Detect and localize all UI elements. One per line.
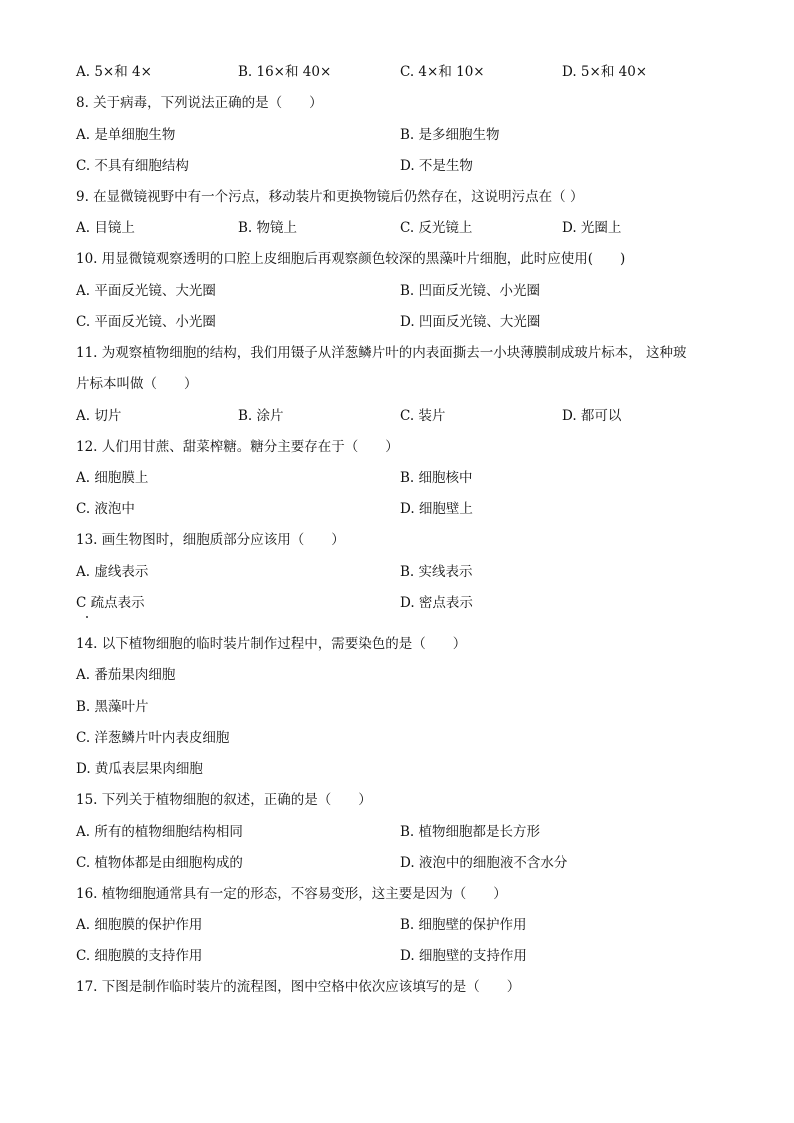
q9-stem: 9. 在显微镜视野中有一个污点，移动装片和更换物镜后仍然存在，这说明污点在（ ） — [76, 189, 584, 205]
q14-option-b: B. 黑藻叶片 — [76, 699, 149, 715]
q13-stem: 13. 画生物图时，细胞质部分应该用（ ） — [76, 532, 345, 548]
q13-option-b: B. 实线表示 — [400, 564, 473, 580]
q7-option-b: B. 16×和 40× — [238, 64, 332, 80]
q14-stem: 14. 以下植物细胞的临时装片制作过程中，需要染色的是（ ） — [76, 636, 467, 652]
q13-option-c: C 疏点表示 — [76, 595, 145, 611]
q17-stem: 17. 下图是制作临时装片的流程图，图中空格中依次应该填写的是（ ） — [76, 979, 521, 995]
q16-option-a: A. 细胞膜的保护作用 — [76, 917, 203, 933]
q10-option-a: A. 平面反光镜、大光圈 — [76, 283, 216, 299]
q9-option-c: C. 反光镜上 — [400, 220, 473, 236]
q12-option-a: A. 细胞膜上 — [76, 470, 149, 486]
q10-option-c: C. 平面反光镜、小光圈 — [76, 314, 216, 330]
q15-option-c: C. 植物体都是由细胞构成的 — [76, 855, 243, 871]
q7-option-a: A. 5×和 4× — [76, 64, 152, 80]
q11-stem-line2: 片标本叫做（ ） — [76, 376, 198, 392]
q8-option-d: D. 不是生物 — [400, 158, 473, 174]
q13-option-d: D. 密点表示 — [400, 595, 473, 611]
q9-option-b: B. 物镜上 — [238, 220, 298, 236]
q10-option-b: B. 凹面反光镜、小光圈 — [400, 283, 541, 299]
q12-option-b: B. 细胞核中 — [400, 470, 473, 486]
q8-stem: 8. 关于病毒，下列说法正确的是（ ） — [76, 95, 323, 111]
q9-option-d: D. 光圈上 — [562, 220, 622, 236]
q10-stem: 10. 用显微镜观察透明的口腔上皮细胞后再观察颜色较深的黑藻叶片细胞，此时应使用( ) — [76, 251, 626, 267]
q11-option-d: D. 都可以 — [562, 408, 622, 424]
q15-option-d: D. 液泡中的细胞液不含水分 — [400, 855, 568, 871]
q13-option-a: A. 虚线表示 — [76, 564, 149, 580]
q16-option-b: B. 细胞壁的保护作用 — [400, 917, 527, 933]
q15-option-a: A. 所有的植物细胞结构相同 — [76, 824, 243, 840]
q7-option-d: D. 5×和 40× — [562, 64, 648, 80]
q12-option-c: C. 液泡中 — [76, 501, 135, 517]
q15-option-b: B. 植物细胞都是长方形 — [400, 824, 541, 840]
q14-option-a: A. 番茄果肉细胞 — [76, 667, 176, 683]
q8-option-b: B. 是多细胞生物 — [400, 127, 500, 143]
q7-option-c: C. 4×和 10× — [400, 64, 485, 80]
q12-option-d: D. 细胞壁上 — [400, 501, 473, 517]
q14-option-c: C. 洋葱鳞片叶内表皮细胞 — [76, 730, 230, 746]
q15-stem: 15. 下列关于植物细胞的叙述，正确的是（ ） — [76, 792, 372, 808]
q16-option-c: C. 细胞膜的支持作用 — [76, 948, 203, 964]
q12-stem: 12. 人们用甘蔗、甜菜榨糖。糖分主要存在于（ ） — [76, 439, 399, 455]
q11-option-b: B. 涂片 — [238, 408, 284, 424]
q16-stem: 16. 植物细胞通常具有一定的形态，不容易变形，这主要是因为（ ） — [76, 886, 507, 902]
q11-option-a: A. 切片 — [76, 408, 122, 424]
stray-dot-mark — [86, 616, 88, 618]
q8-option-c: C. 不具有细胞结构 — [76, 158, 189, 174]
q14-option-d: D. 黄瓜表层果肉细胞 — [76, 761, 203, 777]
q11-stem-line1: 11. 为观察植物细胞的结构，我们用镊子从洋葱鳞片叶的内表面撕去一小块薄膜制成玻片标本， 这种玻 — [76, 345, 687, 361]
q11-option-c: C. 装片 — [400, 408, 446, 424]
q9-option-a: A. 目镜上 — [76, 220, 135, 236]
q16-option-d: D. 细胞壁的支持作用 — [400, 948, 527, 964]
q8-option-a: A. 是单细胞生物 — [76, 127, 176, 143]
q10-option-d: D. 凹面反光镜、大光圈 — [400, 314, 541, 330]
